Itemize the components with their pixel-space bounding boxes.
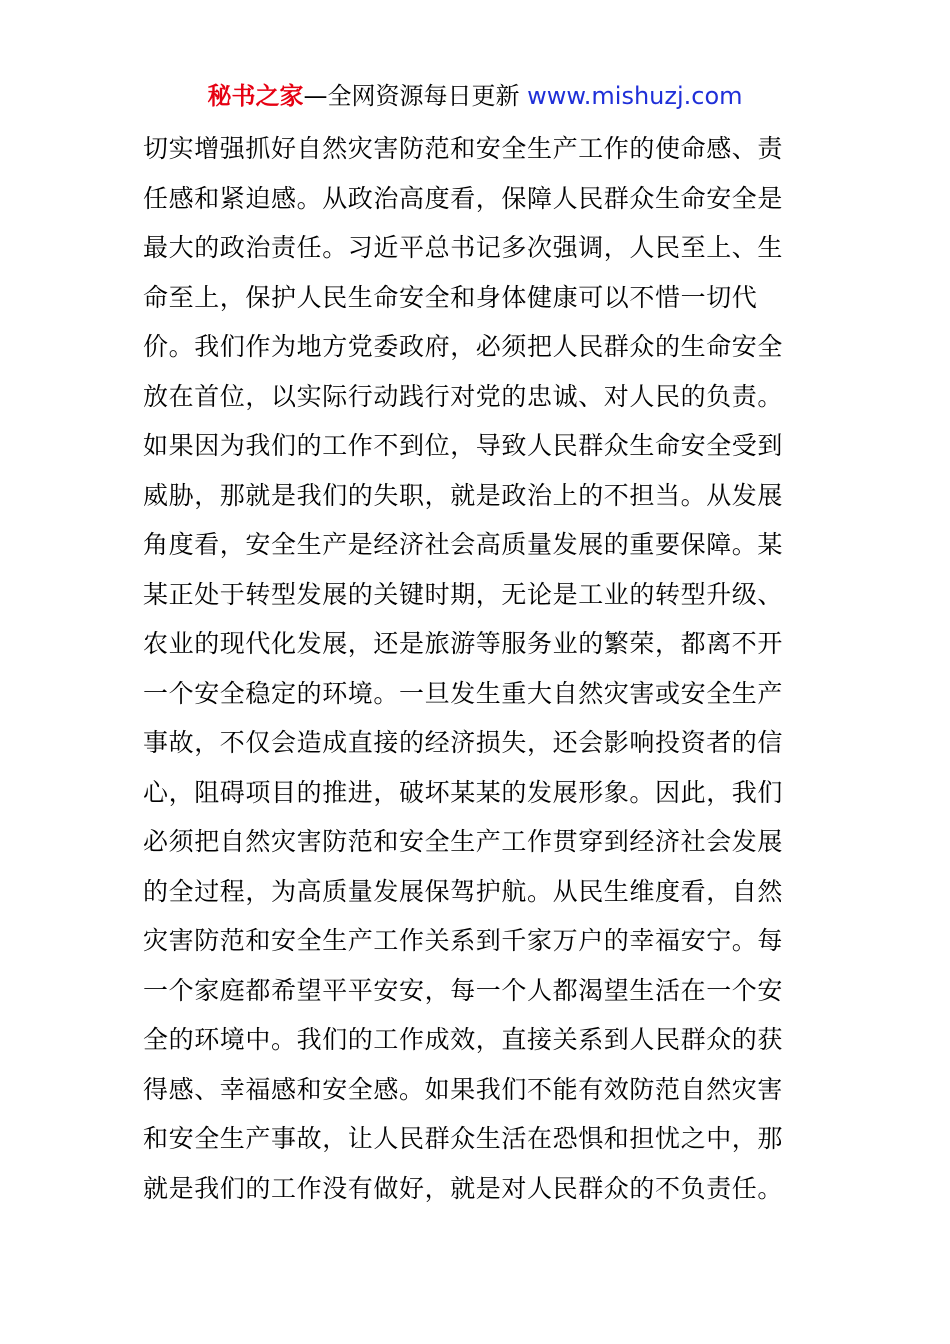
text-line: 某正处于转型发展的关键时期，无论是工业的转型升级、 <box>143 579 784 609</box>
text-line: 农业的现代化发展，还是旅游等服务业的繁荣，都离不开 <box>143 629 784 658</box>
text-line: 任感和紧迫感。从政治高度看，保障人民群众生命安全是 <box>143 183 784 213</box>
text-line: 一个家庭都希望平平安安，每一个人都渴望生活在一个安 <box>143 975 784 1005</box>
text-line: 得感、幸福感和安全感。如果我们不能有效防范自然灾害 <box>143 1074 784 1104</box>
site-url-link[interactable]: www.mishuzj.com <box>527 82 743 110</box>
text-line: 角度看，安全生产是经济社会高质量发展的重要保障。某 <box>143 530 784 559</box>
text-line: 的全过程，为高质量发展保驾护航。从民生维度看，自然 <box>143 876 784 906</box>
text-line: 最大的政治责任。习近平总书记多次强调，人民至上、生 <box>143 233 784 262</box>
text-line: 事故，不仅会造成直接的经济损失，还会影响投资者的信 <box>143 728 784 757</box>
text-line: 就是我们的工作没有做好，就是对人民群众的不负责任。 <box>143 1173 784 1203</box>
document-body <box>143 124 813 1213</box>
text-line: 如果因为我们的工作不到位，导致人民群众生命安全受到 <box>143 431 784 460</box>
text-line: 一个安全稳定的环境。一旦发生重大自然灾害或安全生产 <box>143 678 784 708</box>
text-line: 切实增强抓好自然灾害防范和安全生产工作的使命感、责 <box>143 134 784 163</box>
text-line: 和安全生产事故，让人民群众生活在恐惧和担忧之中，那 <box>143 1124 784 1153</box>
header-tagline: —全网资源每日更新 <box>303 82 528 110</box>
text-line: 命至上，保护人民生命安全和身体健康可以不惜一切代 <box>143 282 758 312</box>
text-line: 灾害防范和安全生产工作关系到千家万户的幸福安宁。每 <box>143 926 784 955</box>
text-line: 必须把自然灾害防范和安全生产工作贯穿到经济社会发展 <box>143 827 784 856</box>
brand-name: 秘书之家 <box>207 82 304 110</box>
text-line: 全的环境中。我们的工作成效，直接关系到人民群众的获 <box>143 1025 784 1054</box>
text-line: 心，阻碍项目的推进，破坏某某的发展形象。因此，我们 <box>143 777 784 807</box>
text-line: 价。我们作为地方党委政府，必须把人民群众的生命安全 <box>143 332 784 361</box>
text-line: 放在首位，以实际行动践行对党的忠诚、对人民的负责。 <box>143 381 784 411</box>
text-line: 威胁，那就是我们的失职，就是政治上的不担当。从发展 <box>143 480 784 510</box>
page-header <box>0 80 950 112</box>
